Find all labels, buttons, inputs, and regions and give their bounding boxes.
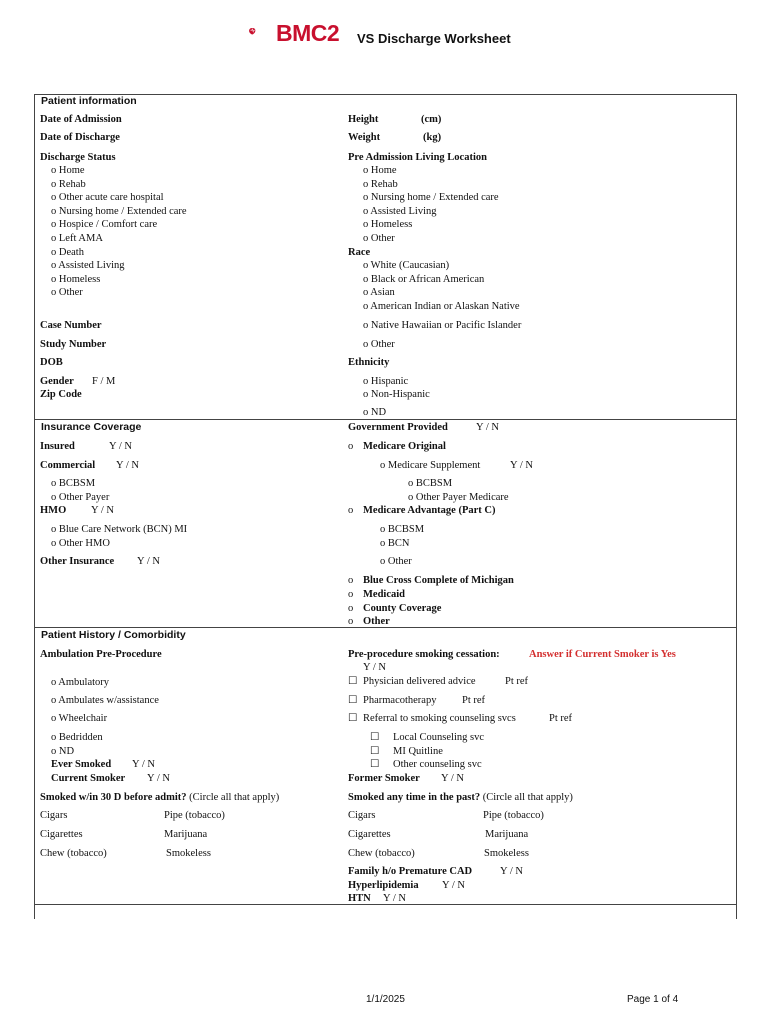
insured-yn[interactable]: Y / N	[109, 441, 132, 452]
gender-options[interactable]: F / M	[92, 376, 116, 387]
discharge-status-label: Discharge Status	[40, 152, 116, 163]
checkbox-icon[interactable]: ☐	[348, 713, 358, 724]
bullet: o	[348, 575, 354, 586]
hyperlipidemia-label: Hyperlipidemia	[348, 880, 419, 891]
ambulation-label: Ambulation Pre-Procedure	[40, 649, 162, 660]
supplement-option[interactable]: o BCBSM	[408, 478, 453, 489]
bullet: o	[348, 603, 354, 614]
checkbox-icon[interactable]: ☐	[348, 695, 358, 706]
discharge-option[interactable]: o Nursing home / Extended care	[51, 206, 187, 217]
former-smoker-label: Former Smoker	[348, 773, 420, 784]
bullet: o	[348, 616, 354, 627]
gender-label: Gender	[40, 376, 74, 387]
discharge-option[interactable]: o Other acute care hospital	[51, 192, 164, 203]
discharge-option[interactable]: o Homeless	[51, 274, 101, 285]
tobacco-option[interactable]: Pipe (tobacco)	[164, 810, 225, 821]
race-option[interactable]: o American Indian or Alaskan Native	[363, 301, 520, 312]
bullet: o	[348, 589, 354, 600]
footer-page-number: Page 1 of 4	[627, 994, 679, 1005]
gov-provided-label: Government Provided	[348, 422, 448, 433]
cessation-label: Pre-procedure smoking cessation:	[348, 649, 500, 660]
race-option[interactable]: o Other	[363, 339, 395, 350]
smoked-past-question: Smoked any time in the past? (Circle all that apply)	[348, 792, 573, 803]
checkbox-icon[interactable]: ☐	[370, 732, 380, 743]
htn-yn[interactable]: Y / N	[383, 893, 406, 904]
pre-admission-label: Pre Admission Living Location	[348, 152, 487, 163]
section-divider	[34, 419, 737, 420]
logo-text: BMC2	[276, 20, 340, 46]
pt-ref-label: Pt ref	[505, 676, 529, 687]
study-number-label: Study Number	[40, 339, 107, 350]
zip-label: Zip Code	[40, 389, 82, 400]
hmo-option[interactable]: o Other HMO	[51, 538, 110, 549]
hmo-label: HMO	[40, 505, 67, 516]
other-insurance-label: Other Insurance	[40, 556, 115, 567]
page-title: VS Discharge Worksheet	[357, 31, 511, 46]
section-title-insurance: Insurance Coverage	[41, 421, 142, 433]
checkbox-icon[interactable]: ☐	[348, 676, 358, 687]
discharge-option[interactable]: o Assisted Living	[51, 260, 125, 271]
cessation-yn[interactable]: Y / N	[363, 662, 386, 673]
discharge-option[interactable]: o Hospice / Comfort care	[51, 219, 158, 230]
race-option[interactable]: o Native Hawaiian or Pacific Islander	[363, 320, 522, 331]
cessation-note: Answer if Current Smoker is Yes	[529, 649, 676, 660]
gov-other-option[interactable]: Blue Cross Complete of Michigan	[363, 575, 514, 586]
discharge-option[interactable]: o Rehab	[51, 179, 86, 190]
height-label: Height	[348, 114, 379, 125]
gov-provided-yn[interactable]: Y / N	[476, 422, 499, 433]
referral-label: Referral to smoking counseling svcs	[363, 713, 516, 724]
tobacco-option[interactable]: Cigarettes	[40, 829, 83, 840]
gov-other-option[interactable]: Medicaid	[363, 589, 405, 600]
race-option[interactable]: o Asian	[363, 287, 395, 298]
current-smoker-label: Current Smoker	[51, 773, 126, 784]
counseling-option: Other counseling svc	[393, 759, 482, 770]
tobacco-option[interactable]: Chew (tobacco)	[40, 848, 107, 859]
dob-label: DOB	[40, 357, 63, 368]
advantage-option[interactable]: o BCBSM	[380, 524, 425, 535]
advantage-option[interactable]: o BCN	[380, 538, 410, 549]
supplement-option[interactable]: o Other Payer Medicare	[408, 492, 509, 503]
hyperlipidemia-yn[interactable]: Y / N	[442, 880, 465, 891]
tobacco-option[interactable]: Cigarettes	[348, 829, 391, 840]
tobacco-option[interactable]: Chew (tobacco)	[348, 848, 415, 859]
medicare-original-label[interactable]: Medicare Original	[363, 441, 446, 452]
smoked-30d-question: Smoked w/in 30 D before admit? (Circle all that apply)	[40, 792, 280, 803]
counseling-option: Local Counseling svc	[393, 732, 484, 743]
ambulation-option[interactable]: o Ambulatory	[51, 677, 110, 688]
pt-ref-label: Pt ref	[549, 713, 573, 724]
hmo-option[interactable]: o Blue Care Network (BCN) MI	[51, 524, 188, 535]
pre-admission-option[interactable]: o Home	[363, 165, 397, 176]
ever-smoked-label: Ever Smoked	[51, 759, 112, 770]
weight-unit: (kg)	[423, 132, 442, 143]
former-smoker-yn[interactable]: Y / N	[441, 773, 464, 784]
medicare-supplement-label[interactable]: o Medicare Supplement	[380, 460, 481, 471]
insured-label: Insured	[40, 441, 75, 452]
tobacco-option[interactable]: Smokeless	[484, 848, 529, 859]
height-unit: (cm)	[421, 114, 442, 125]
pre-admission-option[interactable]: o Other	[363, 233, 395, 244]
ambulation-option[interactable]: o Wheelchair	[51, 713, 108, 724]
ethnicity-label: Ethnicity	[348, 357, 390, 368]
checkbox-icon[interactable]: ☐	[370, 759, 380, 770]
commercial-label: Commercial	[40, 460, 96, 471]
family-cad-label: Family h/o Premature CAD	[348, 866, 473, 877]
tobacco-option[interactable]: Marijuana	[164, 829, 208, 840]
discharge-option[interactable]: o Death	[51, 247, 84, 258]
bmc2-logo-icon	[248, 16, 278, 46]
ethnicity-option[interactable]: o Hispanic	[363, 376, 409, 387]
tobacco-option[interactable]: Pipe (tobacco)	[483, 810, 544, 821]
race-label: Race	[348, 247, 371, 258]
ambulation-option[interactable]: o Bedridden	[51, 732, 103, 743]
medicare-advantage-label[interactable]: Medicare Advantage (Part C)	[363, 505, 496, 516]
hmo-yn[interactable]: Y / N	[91, 505, 114, 516]
gov-other-option[interactable]: Other	[363, 616, 390, 627]
date-admission-label: Date of Admission	[40, 114, 122, 125]
checkbox-icon[interactable]: ☐	[370, 746, 380, 757]
physician-advice-label: Physician delivered advice	[363, 676, 476, 687]
family-cad-yn[interactable]: Y / N	[500, 866, 523, 877]
pt-ref-label: Pt ref	[462, 695, 486, 706]
pre-admission-option[interactable]: o Rehab	[363, 179, 398, 190]
gov-other-option[interactable]: County Coverage	[363, 603, 442, 614]
bullet: o	[348, 505, 354, 516]
pre-admission-option[interactable]: o Nursing home / Extended care	[363, 192, 499, 203]
discharge-option[interactable]: o Home	[51, 165, 85, 176]
tobacco-option[interactable]: Cigars	[348, 810, 376, 821]
date-discharge-label: Date of Discharge	[40, 132, 120, 143]
race-option[interactable]: o Black or African American	[363, 274, 485, 285]
ethnicity-option[interactable]: o ND	[363, 407, 387, 418]
weight-label: Weight	[348, 132, 381, 143]
pre-admission-option[interactable]: o Homeless	[363, 219, 413, 230]
ethnicity-option[interactable]: o Non-Hispanic	[363, 389, 430, 400]
commercial-option[interactable]: o Other Payer	[51, 492, 110, 503]
discharge-option[interactable]: o Left AMA	[51, 233, 103, 244]
section-title-history: Patient History / Comorbidity	[41, 629, 186, 641]
other-insurance-yn[interactable]: Y / N	[137, 556, 160, 567]
ambulation-option[interactable]: o ND	[51, 746, 75, 757]
commercial-option[interactable]: o BCBSM	[51, 478, 96, 489]
case-number-label: Case Number	[40, 320, 102, 331]
supplement-yn[interactable]: Y / N	[510, 460, 533, 471]
counseling-option: MI Quitline	[393, 746, 443, 757]
tobacco-option[interactable]: Cigars	[40, 810, 68, 821]
pre-admission-option[interactable]: o Assisted Living	[363, 206, 437, 217]
tobacco-option[interactable]: Smokeless	[166, 848, 211, 859]
commercial-yn[interactable]: Y / N	[116, 460, 139, 471]
bullet: o	[348, 441, 354, 452]
tobacco-option[interactable]: Marijuana	[485, 829, 529, 840]
footer-date: 1/1/2025	[366, 994, 405, 1005]
advantage-option[interactable]: o Other	[380, 556, 412, 567]
ambulation-option[interactable]: o Ambulates w/assistance	[51, 695, 159, 706]
htn-label: HTN	[348, 893, 371, 904]
discharge-option[interactable]: o Other	[51, 287, 83, 298]
race-option[interactable]: o White (Caucasian)	[363, 260, 450, 271]
pharmacotherapy-label: Pharmacotherapy	[363, 695, 437, 706]
current-smoker-yn[interactable]: Y / N	[147, 773, 170, 784]
ever-smoked-yn[interactable]: Y / N	[132, 759, 155, 770]
section-title-patient: Patient information	[41, 95, 137, 107]
